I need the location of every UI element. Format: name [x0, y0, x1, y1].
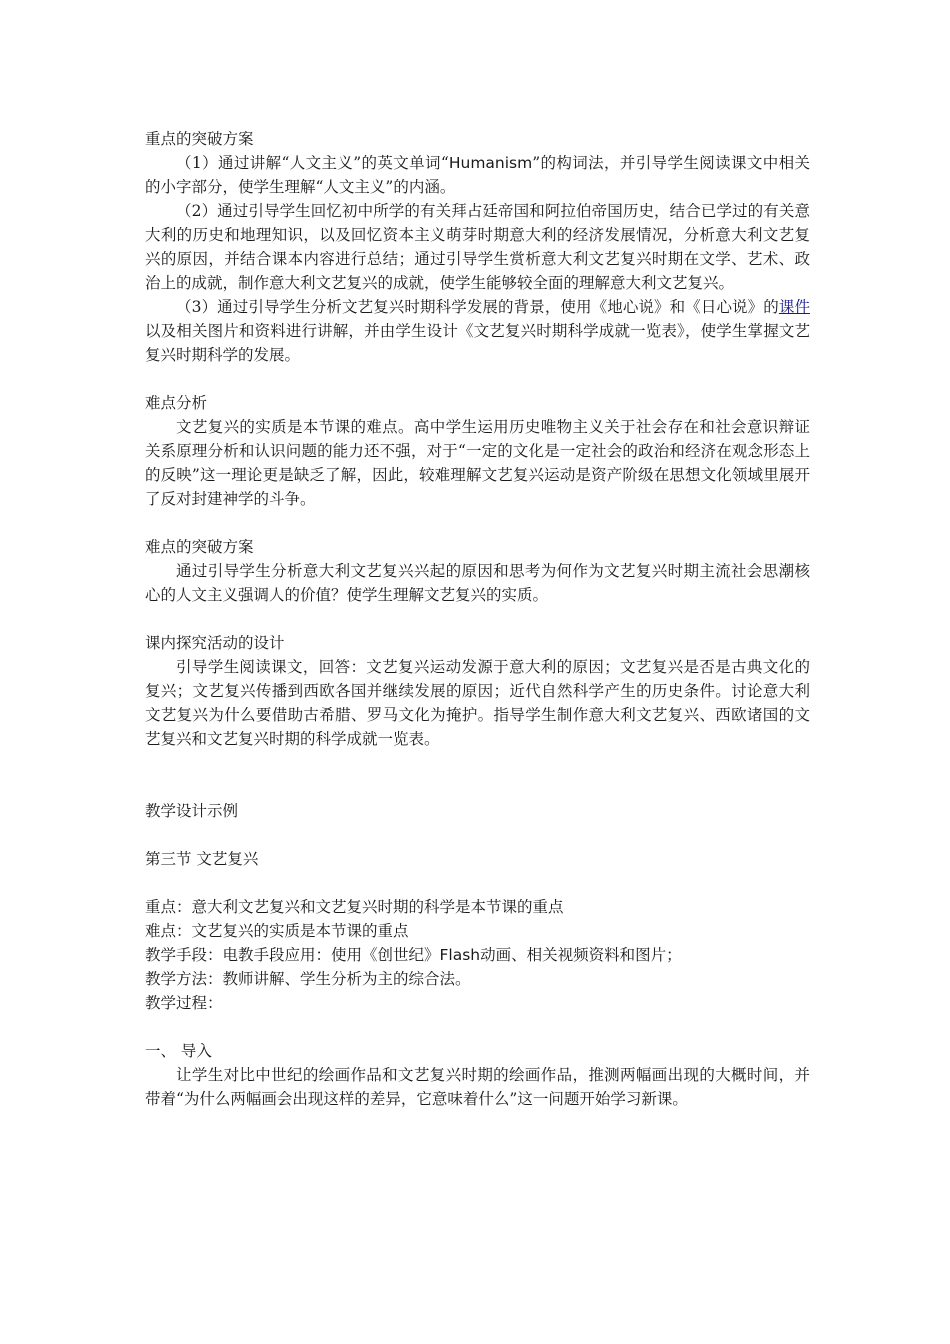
paragraph-difficulty-analysis: 文艺复兴的实质是本节课的难点。高中学生运用历史唯物主义关于社会存在和社会意识辩证关系原理分析和认识问题的能力还不强，对于“一定的文化是一定社会的政治和经济在观念形态上的反映”这一理论更是缺乏了解，因此，较难理解文艺复兴运动是资产阶级在思想文化领域里展开了反对封建神学的斗争。: [145, 418, 810, 508]
difficulty-line: 难点：文艺复兴的实质是本节课的重点: [145, 922, 409, 940]
heading-activity-design: 课内探究活动的设计: [145, 634, 285, 652]
intro-heading: 一、 导入: [145, 1042, 212, 1060]
document-page: [145, 127, 810, 1111]
english-term: Humanism: [448, 154, 533, 172]
intro-paragraph: 让学生对比中世纪的绘画作品和文艺复兴时期的绘画作品，推测两幅画出现的大概时间，并带着“为什么两幅画会出现这样的差异，它意味着什么”这一问题开始学习新课。: [145, 1066, 810, 1108]
spacer: [145, 823, 810, 847]
paragraph-difficulty-plan: 通过引导学生分析意大利文艺复兴兴起的原因和思考为何作为文艺复兴时期主流社会思潮核心的人文主义强调人的价值？使学生理解文艺复兴的实质。: [145, 562, 810, 604]
heading-key-points: 重点的突破方案: [145, 130, 254, 148]
paragraph-key-points-3: [145, 295, 810, 367]
paragraph-activity-design: 引导学生阅读课文，回答：文艺复兴运动发源于意大利的原因；文艺复兴是否是古典文化的复兴；文艺复兴传播到西欧各国并继续发展的原因；近代自然科学产生的历史条件。讨论意大利文艺复兴为什么要借助古希腊、罗马文化为掩护。指导学生制作意大利文艺复兴、西欧诸国的文艺复兴和文艺复兴时期的科学成就一览表。: [145, 658, 810, 748]
teaching-means-line: [145, 943, 810, 967]
heading-teaching-example: 教学设计示例: [145, 802, 239, 820]
focus-line: 重点：意大利文艺复兴和文艺复兴时期的科学是本节课的重点: [145, 898, 564, 916]
flash-term: Flash: [439, 946, 481, 964]
paragraph-key-points-2: （2）通过引导学生回忆初中所学的有关拜占廷帝国和阿拉伯帝国历史，结合已学过的有关意大利的历史和地理知识，以及回忆资本主义萌芽时期意大利的经济发展情况，分析意大利文艺复兴的原因，并结合课本内容进行总结；通过引导学生赏析意大利文艺复兴时期在文学、艺术、政治上的成就，制作意大利文艺复兴的成就，使学生能够较全面的理解意大利文艺复兴。: [145, 202, 810, 292]
spacer: [145, 367, 810, 391]
spacer: [145, 511, 810, 535]
heading-difficulty-analysis: 难点分析: [145, 394, 208, 412]
text-segment: 教学手段：电教手段应用：使用《创世纪》: [145, 946, 440, 964]
spacer: [145, 607, 810, 631]
spacer: [145, 871, 810, 895]
text-segment: （3）通过引导学生分析文艺复兴时期科学发展的背景，使用《地心说》和《日心说》的: [176, 298, 779, 316]
heading-difficulty-plan: 难点的突破方案: [145, 538, 254, 556]
paragraph-key-points-1: [145, 151, 810, 199]
teaching-method-line: 教学方法：教师讲解、学生分析为主的综合法。: [145, 970, 471, 988]
spacer: [145, 1015, 810, 1039]
text-segment: 动画、相关视频资料和图片；: [480, 946, 682, 964]
text-segment: ”的构词法，并引导学生阅读课文中相关的小字部分，使学生理解“人文主义”的内涵。: [145, 154, 810, 196]
text-segment: 以及相关图片和资料进行讲解，并由学生设计《文艺复兴时期科学成就一览表》，使学生掌握文艺复兴时期科学的发展。: [145, 322, 810, 364]
section-title: 第三节 文艺复兴: [145, 850, 259, 868]
courseware-link[interactable]: 课件: [778, 298, 810, 316]
teaching-process-line: 教学过程：: [145, 994, 223, 1012]
spacer: [145, 751, 810, 799]
text-segment: （1）通过讲解“人文主义”的英文单词“: [176, 154, 449, 172]
